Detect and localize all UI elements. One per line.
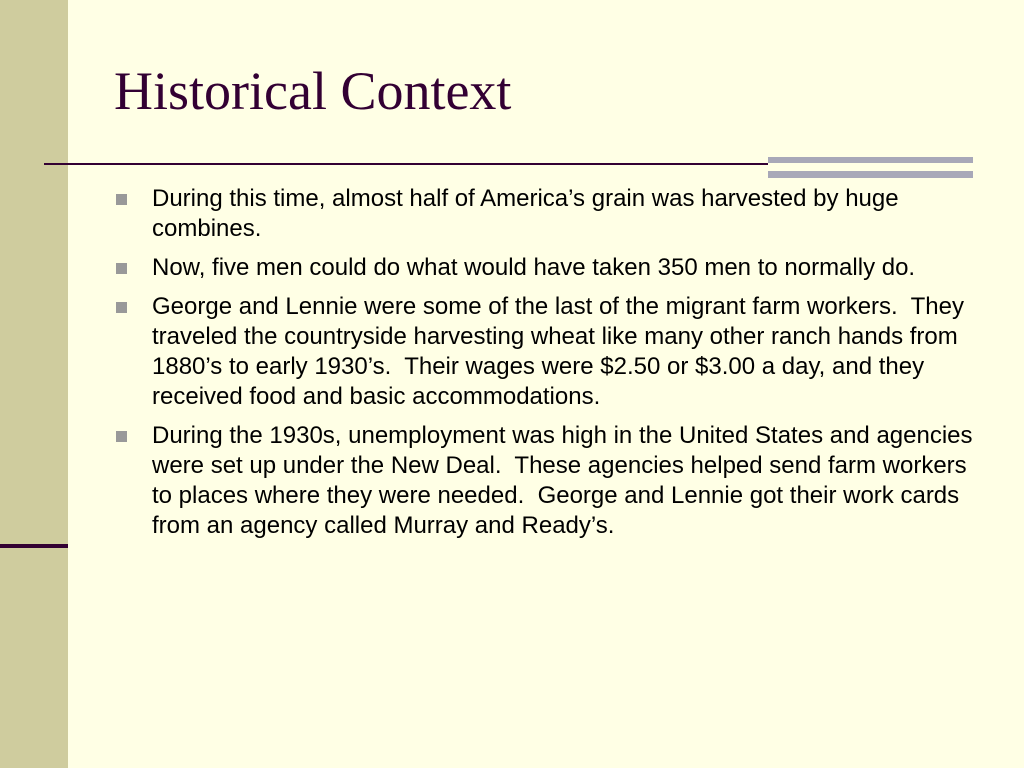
bullet-text: Now, five men could do what would have taken 350 men to normally do. bbox=[152, 254, 916, 281]
bullet-text: George and Lennie were some of the last of the migrant farm workers. They traveled the countryside harvesting wheat like many other ranch hands from 1880’s to early 1930’s. Their wages were $2.50 or $3.00 a day, and they received food and basic accommodations. bbox=[152, 293, 971, 410]
bullet-item bbox=[114, 421, 980, 541]
accent-bar-gap bbox=[768, 163, 973, 171]
left-decorative-band bbox=[0, 0, 68, 768]
bullet-list bbox=[114, 184, 980, 550]
bullet-item bbox=[114, 292, 974, 412]
bullet-text: During this time, almost half of America’s grain was harvested by huge combines. bbox=[152, 185, 906, 242]
accent-bar-bottom bbox=[768, 171, 973, 178]
square-bullet-icon bbox=[116, 263, 127, 274]
bullet-text: During the 1930s, unemployment was high in the United States and agencies were set up under the New Deal. These agencies helped send farm workers to places where they were needed. George and Lennie got their work cards from an agency called Murray and Ready’s. bbox=[152, 422, 980, 539]
square-bullet-icon bbox=[116, 302, 127, 313]
bullet-item bbox=[114, 253, 974, 283]
bullet-item bbox=[114, 184, 974, 244]
title-underline-rule bbox=[44, 163, 780, 165]
left-band-accent-line bbox=[0, 544, 68, 548]
square-bullet-icon bbox=[116, 194, 127, 205]
slide-title: Historical Context bbox=[114, 61, 512, 121]
square-bullet-icon bbox=[116, 431, 127, 442]
